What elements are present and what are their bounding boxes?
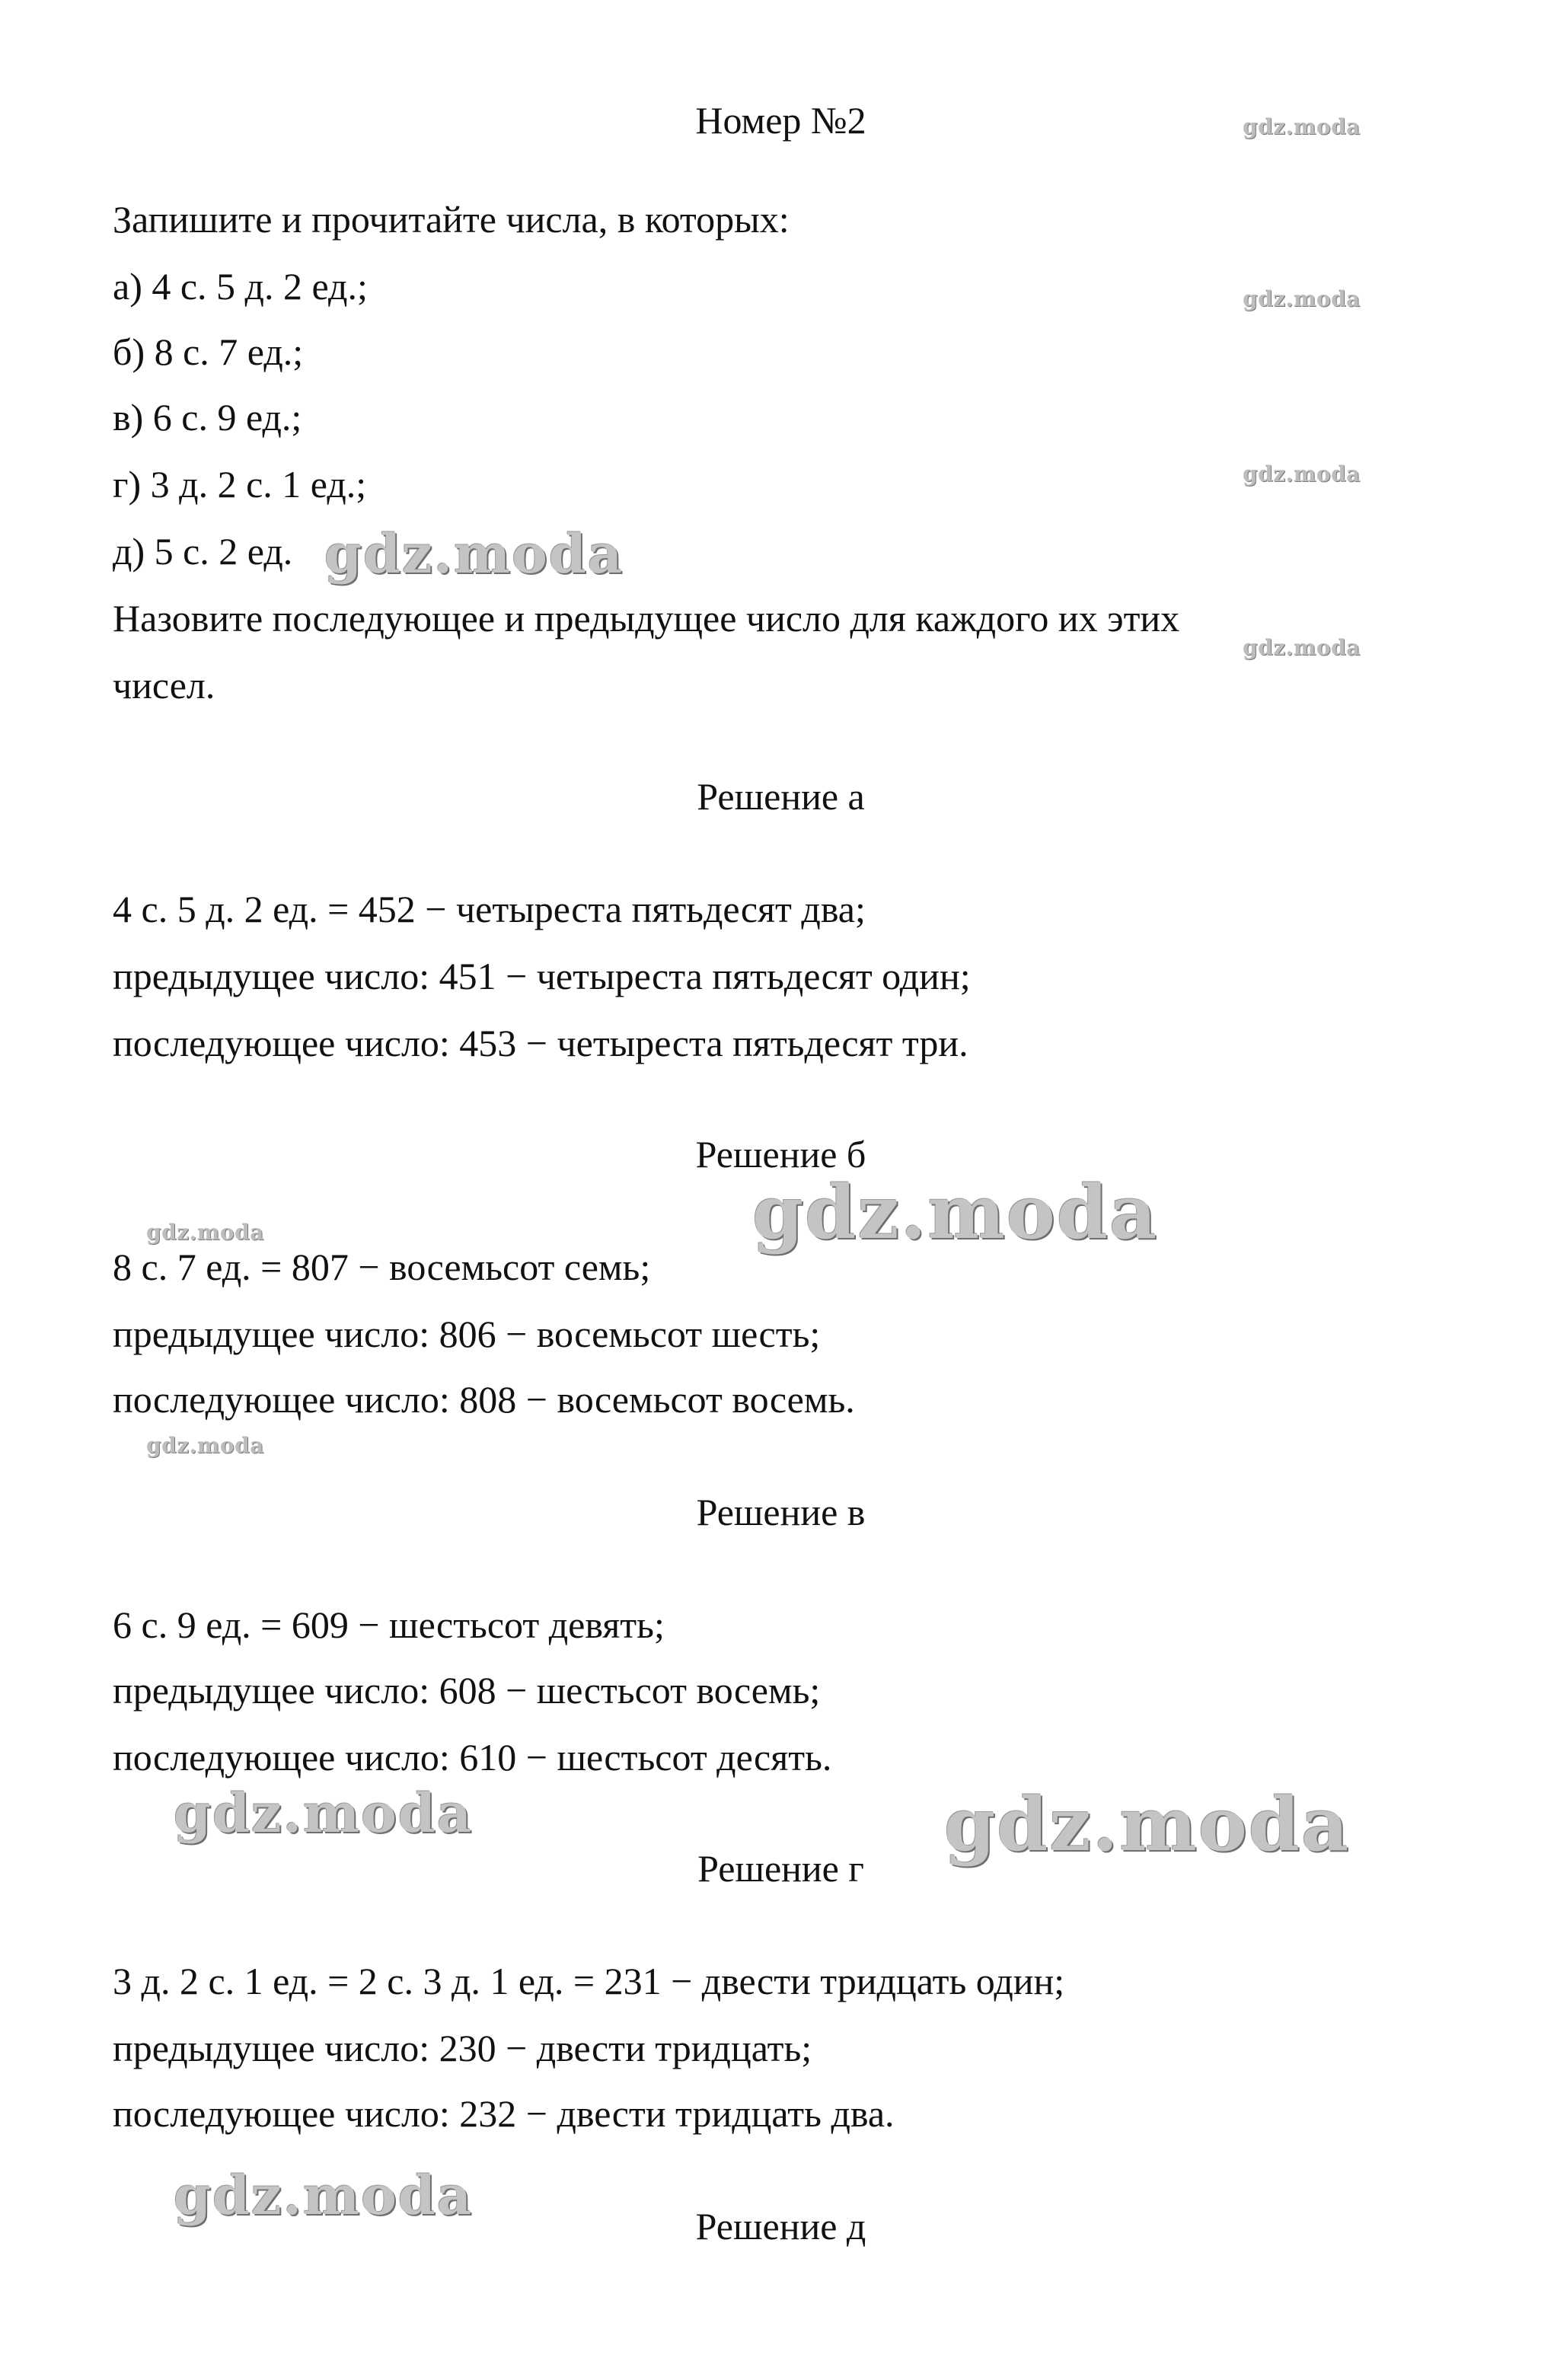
solution-d-line-1: 3 д. 2 с. 1 ед. = 2 с. 3 д. 1 ед. = 231 − двести тридцать один; [113,1960,1065,2002]
solution-b-line-1: 8 с. 7 ед. = 807 − восемьсот семь; [113,1246,651,1288]
task-question-line-2: чисел. [113,664,215,707]
watermark-text: gdz.moda [146,1433,264,1458]
watermark-text: gdz.moda [146,1220,264,1245]
watermark-text: gdz.moda [1243,286,1361,311]
solution-c-line-1: 6 с. 9 ед. = 609 − шестьсот девять; [113,1603,665,1646]
task-item-a: а) 4 с. 5 д. 2 ед.; [113,265,368,308]
solution-b-line-3: последующее число: 808 − восемьсот восемь. [113,1378,855,1421]
solution-heading-a: Решение а [697,775,865,818]
solution-heading-b: Решение б [695,1133,866,1176]
solution-a-line-2: предыдущее число: 451 − четыреста пятьдесят один; [113,955,971,997]
solution-heading-d: Решение г [697,1847,864,1890]
task-item-e: д) 5 с. 2 ед. [113,530,293,573]
watermark-text: gdz.moda [1243,461,1361,487]
task-question-line-1: Назовите последующее и предыдущее число для каждого их этих [113,597,1180,640]
task-item-b: б) 8 с. 7 ед.; [113,330,304,373]
page-title: Номер №2 [695,99,866,142]
solution-heading-e: Решение д [695,2205,866,2248]
task-item-c: в) 6 с. 9 ед.; [113,396,302,439]
solution-b-line-2: предыдущее число: 806 − восемьсот шесть; [113,1313,821,1355]
watermark-text: gdz.moda [174,2164,474,2227]
solution-a-line-3: последующее число: 453 − четыреста пятьдесят три. [113,1022,968,1064]
watermark-text: gdz.moda [752,1169,1159,1255]
task-intro: Запишите и прочитайте числа, в которых: [113,198,790,241]
solution-a-line-1: 4 с. 5 д. 2 ед. = 452 − четыреста пятьдесят два; [113,888,866,930]
watermark-text: gdz.moda [174,1782,474,1845]
solution-d-line-2: предыдущее число: 230 − двести тридцать; [113,2027,812,2069]
solution-d-line-3: последующее число: 232 − двести тридцать два. [113,2092,895,2135]
solution-heading-c: Решение в [696,1491,866,1533]
task-item-d: г) 3 д. 2 с. 1 ед.; [113,463,367,506]
watermark-text: gdz.moda [1243,635,1361,660]
solution-c-line-2: предыдущее число: 608 − шестьсот восемь; [113,1669,821,1712]
watermark-text: gdz.moda [1243,114,1361,139]
watermark-text: gdz.moda [944,1782,1351,1868]
solution-c-line-3: последующее число: 610 − шестьсот десять. [113,1736,832,1779]
watermark-text: gdz.moda [324,522,624,585]
